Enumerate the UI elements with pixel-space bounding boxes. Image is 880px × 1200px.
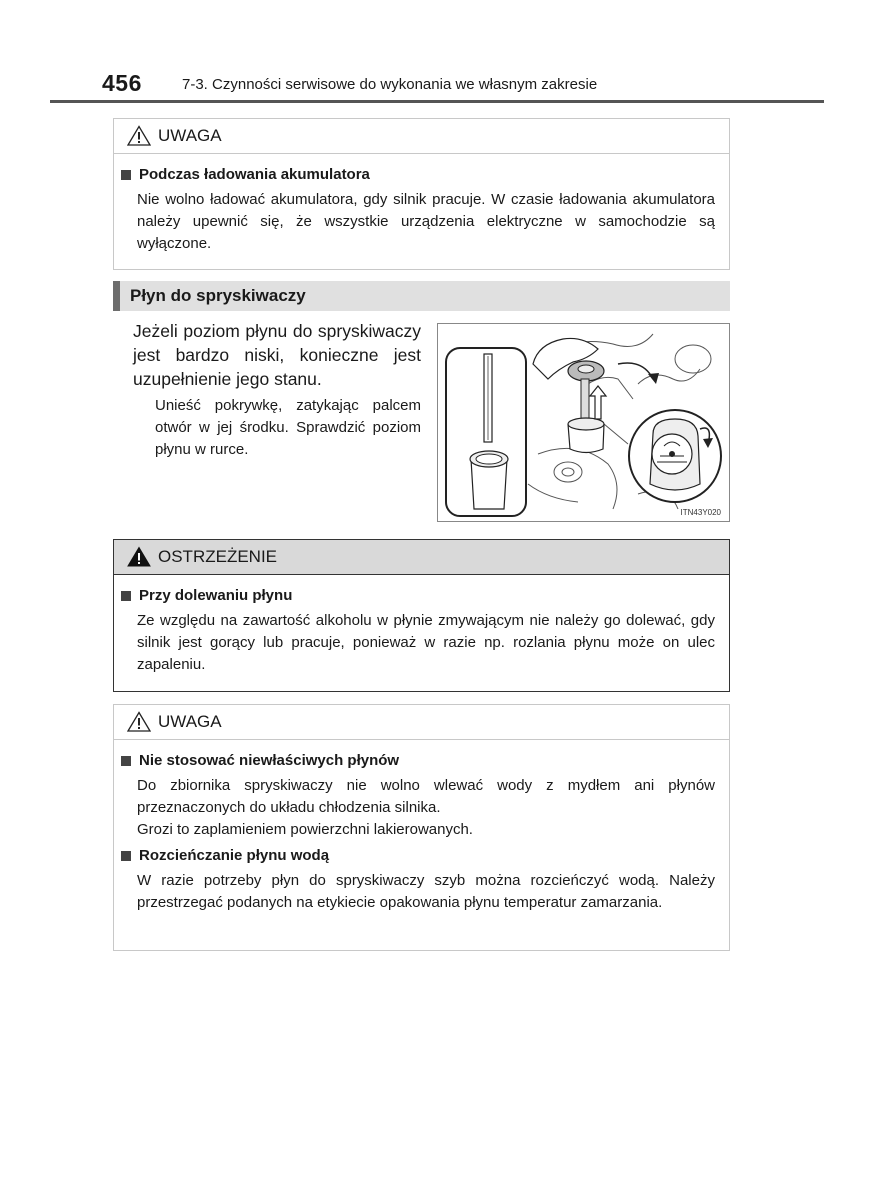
chapter-title: 7-3. Czynności serwisowe do wykonania we własnym zakresie (182, 76, 598, 93)
caution-triangle-icon (127, 125, 151, 146)
washer-fluid-illustration (437, 323, 730, 522)
caution-subheading: Podczas ładowania akumulatora (121, 166, 715, 183)
caution-paragraph: Nie wolno ładować akumulatora, gdy silnik pracuje. W czasie ładowania akumulatora należy upewnić się, że wszystkie urządzenia elektryczne w samochodzie są wyłączone. (137, 191, 715, 252)
page-header (102, 70, 822, 100)
caution-header (114, 705, 729, 740)
caution-box-battery (113, 118, 730, 270)
square-bullet-icon (121, 851, 131, 861)
caution-paragraph: W razie potrzeby płyn do spryskiwaczy szyb można rozcieńczyć wodą. Należy przestrzegać podanych na etykiecie opakowania płynu temperatur zamarzania. (137, 872, 715, 911)
washer-reservoir-drawing (438, 324, 731, 523)
warning-triangle-icon (127, 546, 151, 567)
caution-subheading: Rozcieńczanie płynu wodą (121, 847, 715, 864)
section-accent (113, 281, 120, 311)
caution-title: UWAGA (158, 126, 222, 145)
figure-code: ITN43Y020 (680, 508, 721, 517)
square-bullet-icon (121, 170, 131, 180)
warning-box-refilling (113, 539, 730, 692)
square-bullet-icon (121, 756, 131, 766)
warning-header (114, 540, 729, 575)
section-title: Płyn do spryskiwaczy (130, 286, 306, 305)
caution-header (114, 119, 729, 154)
caution-subheading: Nie stosować niewłaściwych płynów (121, 752, 715, 769)
section-heading-bar (113, 281, 730, 311)
caution-paragraph: Grozi to zaplamieniem powierzchni lakierowanych. (137, 821, 473, 838)
section-step: Unieść pokrywkę, zatykając palcem otwór w jej środku. Sprawdzić poziom płynu w rurce. (155, 397, 421, 458)
header-divider (50, 100, 824, 103)
page-number: 456 (102, 70, 142, 96)
caution-paragraph: Do zbiornika spryskiwaczy nie wolno wlewać wody z mydłem ani płynów przeznaczonych do układu chłodzenia silnika. (137, 777, 715, 816)
warning-paragraph: Ze względu na zawartość alkoholu w płynie zmywającym nie należy go dolewać, gdy silnik jest gorący lub pracuje, ponieważ w razie np. rozlania płynu może on ulec zapaleniu. (137, 612, 715, 673)
warning-subheading: Przy dolewaniu płynu (121, 587, 715, 604)
caution-box-fluids (113, 704, 730, 951)
caution-triangle-icon (127, 711, 151, 732)
caution-title: UWAGA (158, 712, 222, 731)
warning-title: OSTRZEŻENIE (158, 547, 278, 566)
square-bullet-icon (121, 591, 131, 601)
section-intro: Jeżeli poziom płynu do spryskiwaczy jest bardzo niski, konieczne jest uzupełnienie jego stanu. (133, 321, 421, 389)
